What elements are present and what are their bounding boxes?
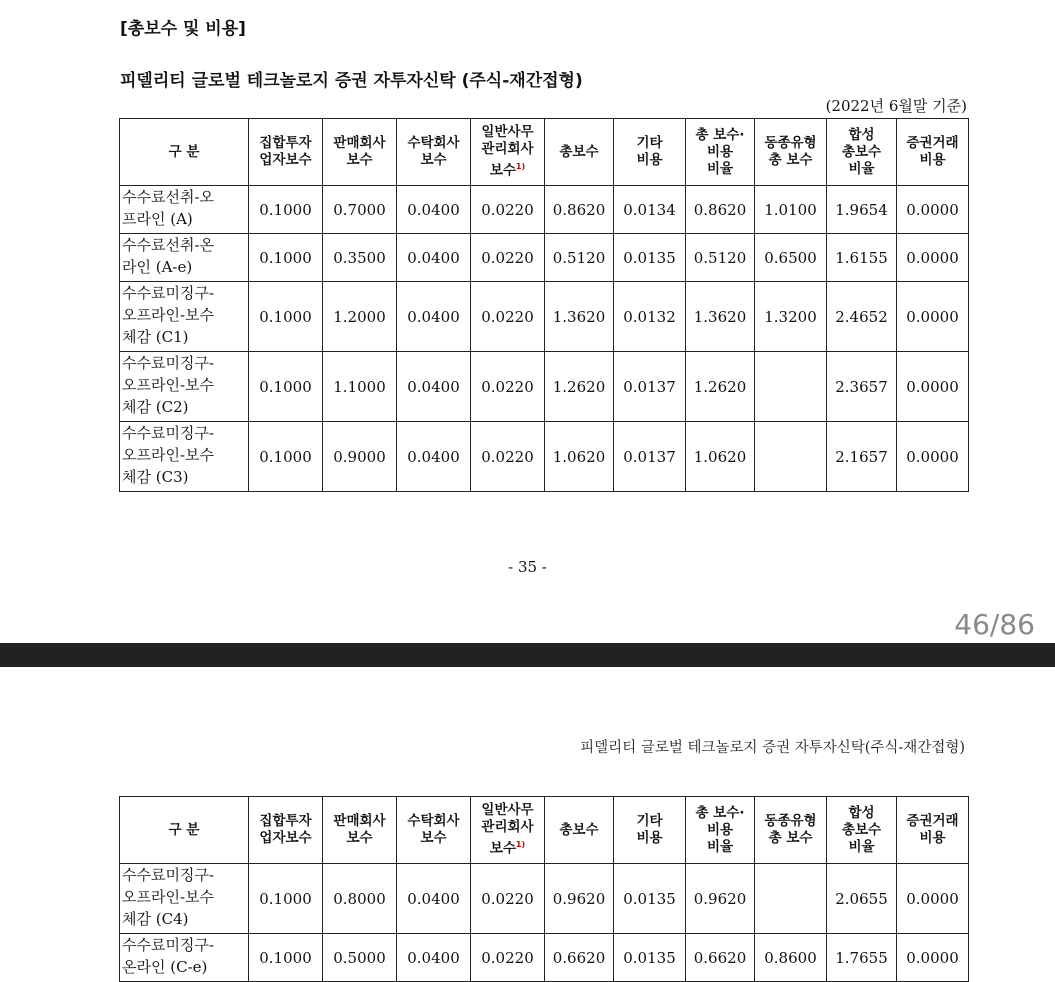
- page-divider: [0, 643, 1055, 667]
- value-cell: 0.0000: [897, 864, 969, 934]
- value-cell: 0.0220: [471, 186, 545, 234]
- column-header-text: 비율: [706, 160, 734, 177]
- class-label-text: 체감 (C4): [122, 910, 189, 928]
- column-header: [545, 119, 614, 186]
- class-label-text: 오프라인-보수: [122, 306, 215, 324]
- value-cell: 0.0135: [614, 234, 686, 282]
- column-header-text: 비율: [848, 160, 875, 177]
- value-cell: 0.0220: [471, 282, 545, 352]
- column-header-text: 비용: [919, 152, 946, 168]
- value-cell: 0.0134: [614, 186, 686, 234]
- column-header-text: 집합투자: [259, 135, 312, 151]
- value-cell: 0.0135: [614, 934, 686, 982]
- value-cell: 0.8620: [545, 186, 614, 234]
- column-header: [397, 119, 471, 186]
- footnote-marker: 1): [515, 162, 526, 172]
- value-cell: 0.0135: [614, 864, 686, 934]
- value-cell: 1.6155: [827, 234, 897, 282]
- class-label-cell: [120, 422, 249, 492]
- column-header: [897, 797, 969, 864]
- value-cell: 0.0400: [397, 864, 471, 934]
- class-label-cell: [120, 934, 249, 982]
- value-cell: 0.0220: [471, 864, 545, 934]
- footnote-marker: 1): [515, 840, 526, 850]
- value-cell: 0.0000: [897, 934, 969, 982]
- class-label-text: 수수료선취-오: [122, 188, 215, 206]
- table-row: [120, 186, 969, 234]
- value-cell: 0.0000: [897, 234, 969, 282]
- class-label-text: 프라인 (A): [122, 210, 193, 228]
- value-cell: 1.2000: [323, 282, 397, 352]
- column-header-text: 보수: [346, 830, 373, 846]
- class-label-text: 오프라인-보수: [122, 888, 215, 906]
- value-cell: 0.0400: [397, 282, 471, 352]
- table-row: [120, 422, 969, 492]
- class-label-cell: [120, 282, 249, 352]
- column-header: [686, 119, 755, 186]
- column-header-text: 총 보수: [768, 152, 813, 168]
- table-row: [120, 864, 969, 934]
- table-row: [120, 352, 969, 422]
- column-header: [614, 797, 686, 864]
- column-header: [471, 797, 545, 864]
- value-cell: 0.1000: [249, 186, 323, 234]
- class-label-cell: [120, 352, 249, 422]
- value-cell: 0.0137: [614, 352, 686, 422]
- column-header-text: 비용: [636, 152, 663, 168]
- column-header: [471, 119, 545, 186]
- value-cell: [755, 422, 827, 492]
- column-header-text: 합성: [848, 126, 875, 143]
- column-header-text: 합성: [848, 804, 875, 821]
- column-header: [397, 797, 471, 864]
- page-number: - 35 -: [508, 558, 547, 576]
- column-header-text: 구 분: [168, 821, 200, 838]
- value-cell: 0.0220: [471, 352, 545, 422]
- column-header-text: 업자보수: [259, 830, 312, 846]
- value-cell: 2.0655: [827, 864, 897, 934]
- column-header: [249, 797, 323, 864]
- column-header: [755, 797, 827, 864]
- column-header: [323, 119, 397, 186]
- column-header-text: 보수: [420, 152, 447, 168]
- value-cell: 1.0620: [545, 422, 614, 492]
- column-header-text: 총 보수·: [695, 804, 745, 821]
- table-header-row: [120, 797, 969, 864]
- column-header-text: 구 분: [168, 143, 200, 160]
- value-cell: 0.1000: [249, 234, 323, 282]
- value-cell: 0.6500: [755, 234, 827, 282]
- table-row: [120, 934, 969, 982]
- value-cell: 0.0400: [397, 352, 471, 422]
- column-header: [249, 119, 323, 186]
- class-label-text: 수수료미징구-: [122, 866, 215, 884]
- column-header-text: 일반사무: [481, 802, 534, 819]
- value-cell: 2.1657: [827, 422, 897, 492]
- value-cell: 0.5120: [545, 234, 614, 282]
- column-header-text: 총보수: [559, 143, 599, 160]
- value-cell: 0.6620: [545, 934, 614, 982]
- value-cell: 0.0132: [614, 282, 686, 352]
- class-label-text: 라인 (A-e): [122, 258, 193, 276]
- column-header-text: 총보수: [841, 821, 882, 838]
- value-cell: 0.0400: [397, 934, 471, 982]
- value-cell: 0.1000: [249, 352, 323, 422]
- column-header-text: 비용: [919, 830, 946, 846]
- value-cell: 0.8000: [323, 864, 397, 934]
- class-label-text: 수수료미징구-: [122, 936, 215, 954]
- table-header-row: [120, 119, 969, 186]
- value-cell: 1.2620: [686, 352, 755, 422]
- class-label-text: 온라인 (C-e): [122, 958, 208, 976]
- column-header-text: 집합투자: [259, 813, 312, 829]
- column-header: [897, 119, 969, 186]
- column-header-text: 판매회사: [333, 813, 386, 829]
- value-cell: 0.0000: [897, 186, 969, 234]
- column-header-text: 보수: [489, 162, 516, 179]
- column-header-text: 업자보수: [259, 152, 312, 168]
- column-header-text: 총보수: [559, 821, 599, 838]
- column-header: [686, 797, 755, 864]
- value-cell: 0.9620: [545, 864, 614, 934]
- class-label-text: 체감 (C1): [122, 328, 189, 346]
- column-header-text: 판매회사: [333, 135, 386, 151]
- value-cell: 1.0620: [686, 422, 755, 492]
- column-header-text: 보수: [420, 830, 447, 846]
- column-header-text: 수탁회사: [407, 135, 460, 151]
- fee-table-page-36: [119, 796, 969, 982]
- value-cell: 0.7000: [323, 186, 397, 234]
- column-header-text: 비용: [706, 143, 734, 160]
- column-header-text: 총보수: [841, 143, 882, 160]
- value-cell: 1.3620: [686, 282, 755, 352]
- class-label-cell: [120, 234, 249, 282]
- value-cell: 0.5000: [323, 934, 397, 982]
- value-cell: 1.2620: [545, 352, 614, 422]
- basis-date-note: (2022년 6월말 기준): [825, 97, 967, 115]
- column-header-text: 동종유형: [764, 135, 817, 151]
- column-header: [614, 119, 686, 186]
- column-header: [827, 119, 897, 186]
- running-header: 피델리티 글로벌 테크놀로지 증권 자투자신탁(주식-재간접형): [580, 740, 965, 756]
- page-counter: 46/86: [954, 608, 1035, 641]
- value-cell: 0.0400: [397, 422, 471, 492]
- column-header-text: 증권거래: [906, 813, 959, 829]
- table-row: [120, 234, 969, 282]
- value-cell: 0.8600: [755, 934, 827, 982]
- fee-table-page-35: [119, 118, 969, 492]
- value-cell: 0.0000: [897, 422, 969, 492]
- column-header-text: 관리회사: [481, 819, 534, 836]
- value-cell: [755, 864, 827, 934]
- value-cell: 0.3500: [323, 234, 397, 282]
- value-cell: 0.0137: [614, 422, 686, 492]
- column-header-text: 기타: [636, 135, 663, 151]
- value-cell: 1.7655: [827, 934, 897, 982]
- value-cell: 0.0220: [471, 934, 545, 982]
- column-header-text: 일반사무: [481, 124, 534, 141]
- value-cell: 1.3200: [755, 282, 827, 352]
- value-cell: 1.1000: [323, 352, 397, 422]
- class-label-text: 수수료선취-온: [122, 236, 215, 254]
- value-cell: 2.4652: [827, 282, 897, 352]
- class-label-text: 체감 (C2): [122, 398, 189, 416]
- value-cell: 1.0100: [755, 186, 827, 234]
- value-cell: 0.0000: [897, 282, 969, 352]
- column-header-text: 비율: [848, 838, 875, 855]
- value-cell: 0.9000: [323, 422, 397, 492]
- column-header-text: 관리회사: [481, 141, 534, 158]
- value-cell: 0.1000: [249, 282, 323, 352]
- column-header: [120, 797, 249, 864]
- column-header-text: 기타: [636, 813, 663, 829]
- column-header-text: 증권거래: [906, 135, 959, 151]
- class-label-text: 수수료미징구-: [122, 284, 215, 302]
- column-header: [827, 797, 897, 864]
- column-header: [120, 119, 249, 186]
- class-label-cell: [120, 864, 249, 934]
- value-cell: [755, 352, 827, 422]
- column-header: [323, 797, 397, 864]
- value-cell: 0.0400: [397, 234, 471, 282]
- value-cell: 0.1000: [249, 864, 323, 934]
- value-cell: 0.0000: [897, 352, 969, 422]
- class-label-text: 오프라인-보수: [122, 446, 215, 464]
- section-title: [총보수 및 비용]: [120, 19, 246, 39]
- value-cell: 0.1000: [249, 422, 323, 492]
- value-cell: 2.3657: [827, 352, 897, 422]
- column-header: [755, 119, 827, 186]
- column-header: [545, 797, 614, 864]
- column-header-text: 수탁회사: [407, 813, 460, 829]
- column-header-text: 총 보수: [768, 830, 813, 846]
- column-header-text: 비용: [706, 821, 734, 838]
- fund-title: 피델리티 글로벌 테크놀로지 증권 자투자신탁 (주식-재간접형): [120, 71, 583, 91]
- value-cell: 0.1000: [249, 934, 323, 982]
- class-label-cell: [120, 186, 249, 234]
- value-cell: 0.9620: [686, 864, 755, 934]
- value-cell: 0.0400: [397, 186, 471, 234]
- class-label-text: 오프라인-보수: [122, 376, 215, 394]
- column-header-text: 비율: [706, 838, 734, 855]
- value-cell: 0.5120: [686, 234, 755, 282]
- class-label-text: 수수료미징구-: [122, 354, 215, 372]
- column-header-text: 보수: [346, 152, 373, 168]
- class-label-text: 체감 (C3): [122, 468, 189, 486]
- value-cell: 1.3620: [545, 282, 614, 352]
- value-cell: 0.6620: [686, 934, 755, 982]
- value-cell: 0.0220: [471, 422, 545, 492]
- value-cell: 1.9654: [827, 186, 897, 234]
- value-cell: 0.0220: [471, 234, 545, 282]
- column-header-text: 동종유형: [764, 813, 817, 829]
- table-row: [120, 282, 969, 352]
- value-cell: 0.8620: [686, 186, 755, 234]
- column-header-text: 보수: [489, 840, 516, 857]
- column-header-text: 총 보수·: [695, 126, 745, 143]
- column-header-text: 비용: [636, 830, 663, 846]
- class-label-text: 수수료미징구-: [122, 424, 215, 442]
